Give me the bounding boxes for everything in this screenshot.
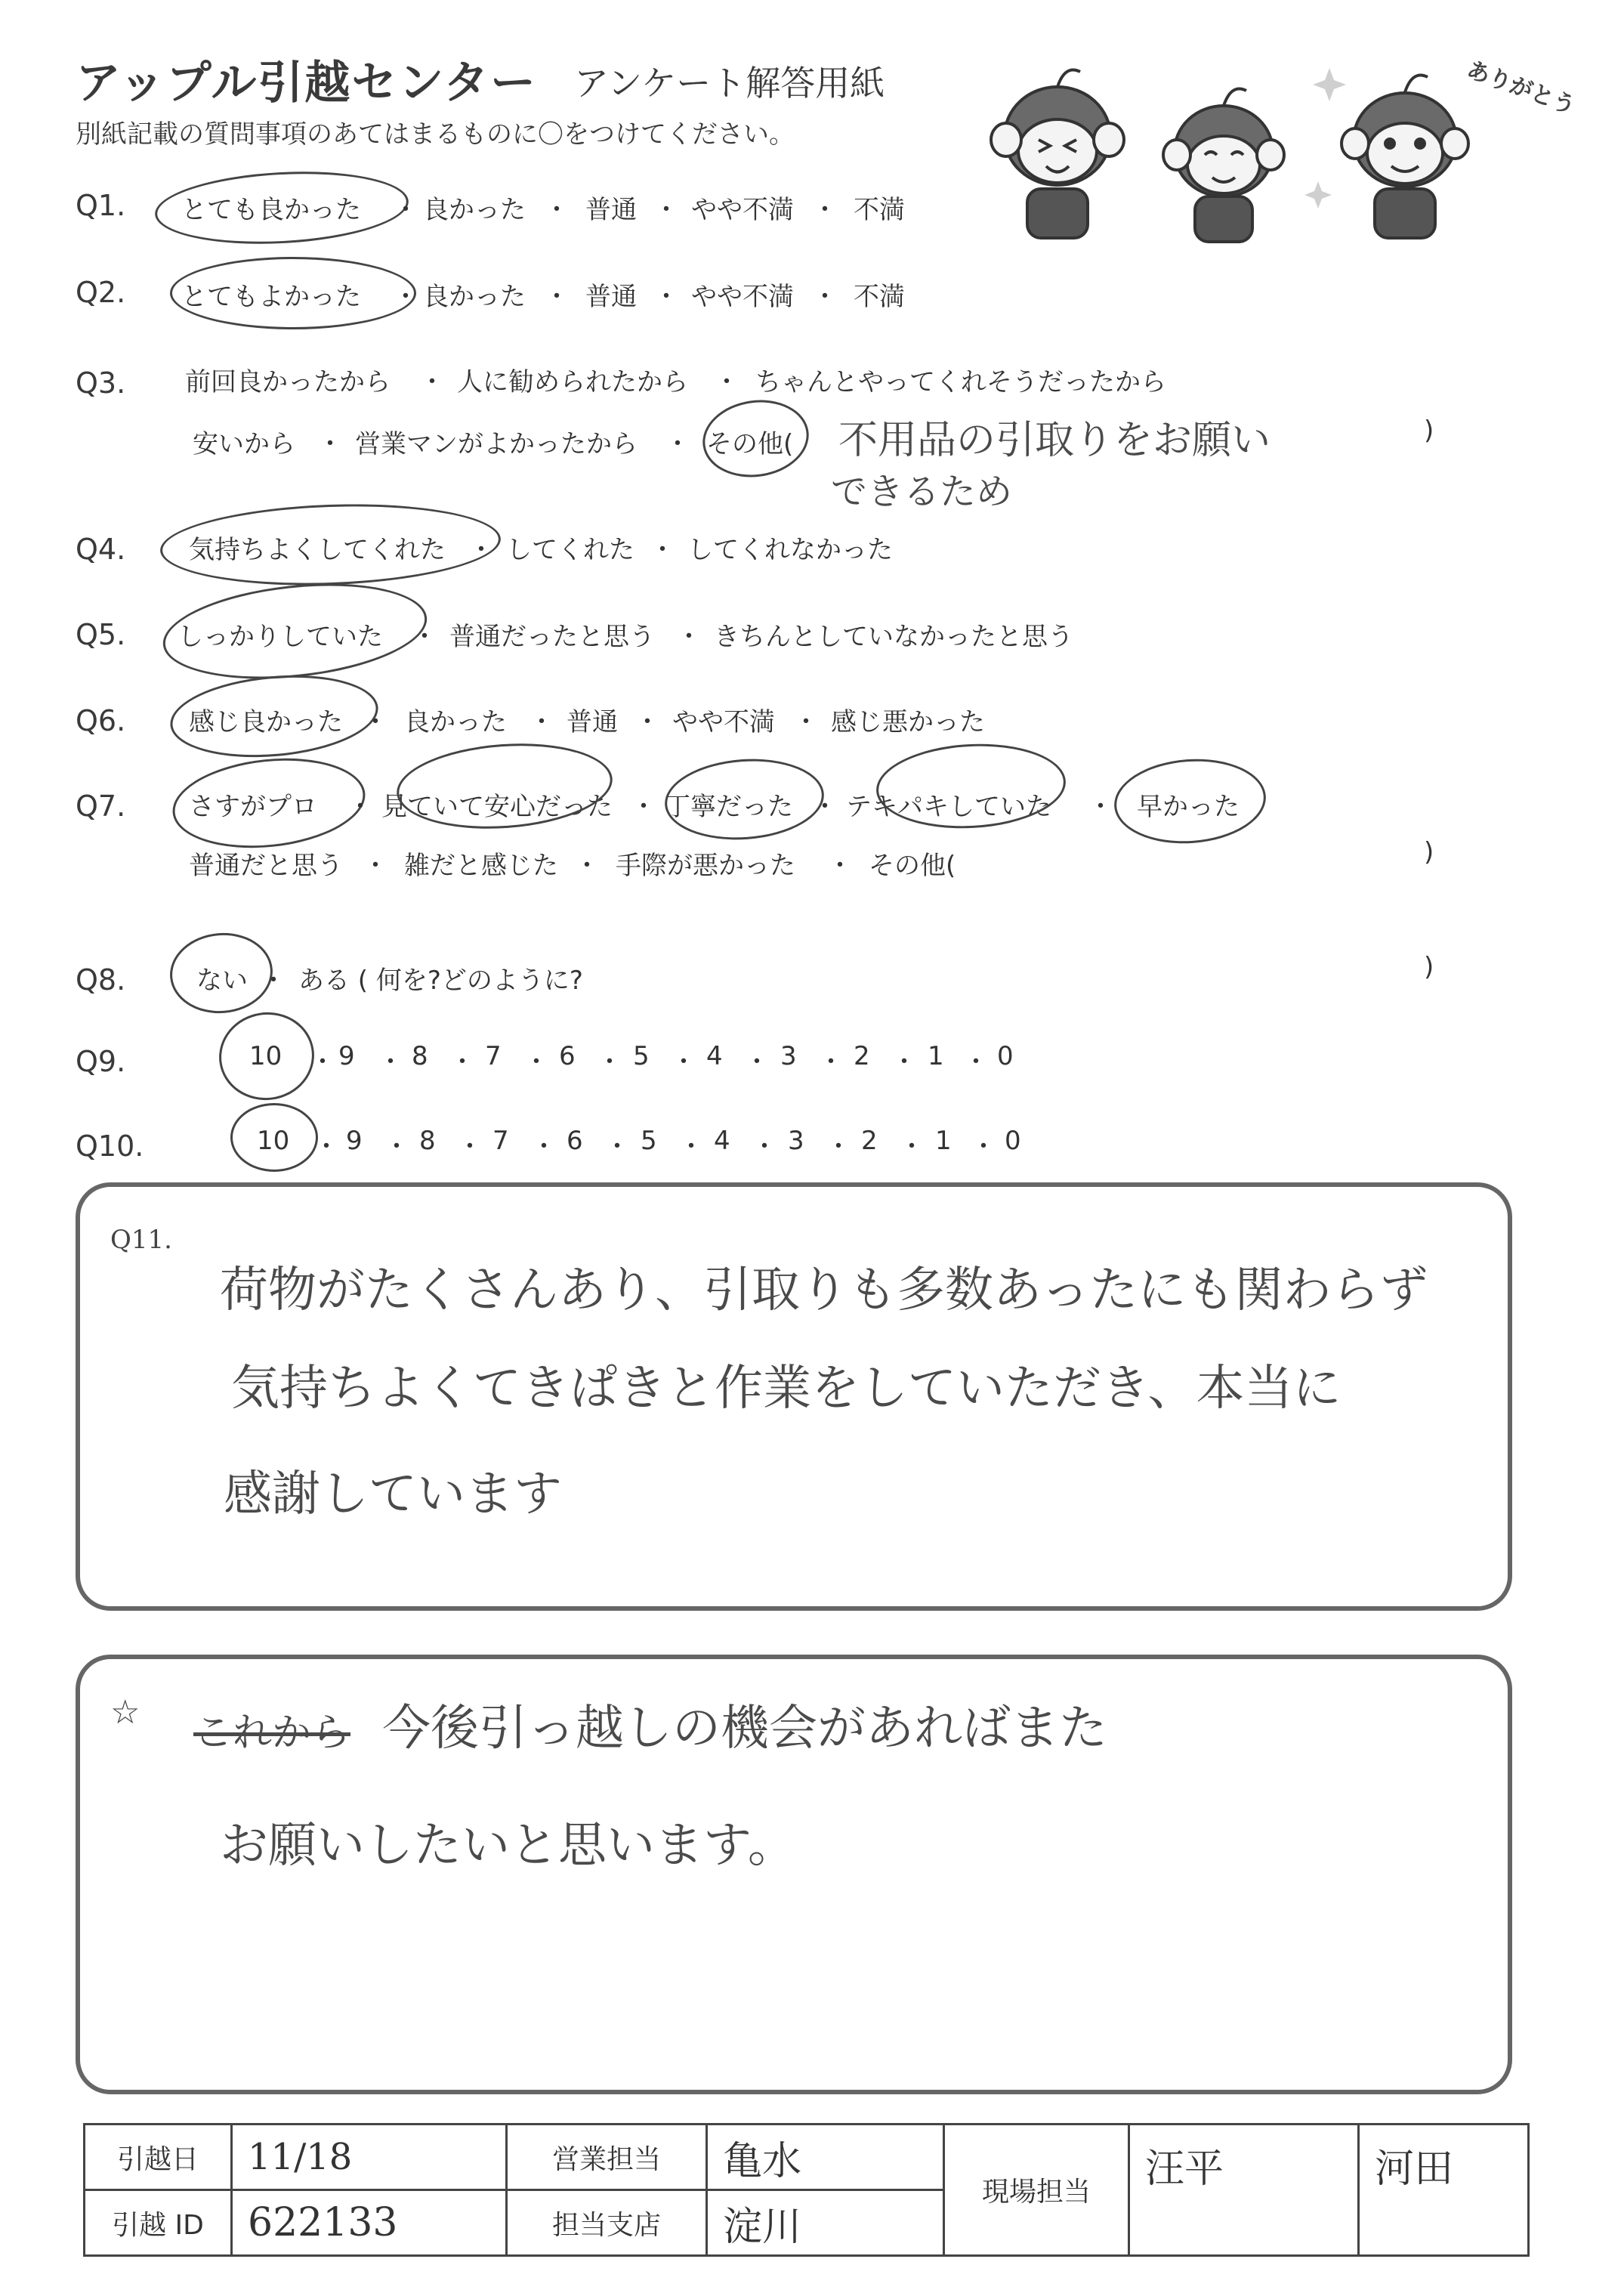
star-icon: ☆ xyxy=(110,1693,140,1732)
q3-option-5[interactable]: 営業マンがよかったから xyxy=(355,429,638,459)
site-staff-2: 河田 xyxy=(1359,2125,1529,2256)
q6-option-1[interactable]: 感じ良かった xyxy=(189,707,343,737)
q3-option-1[interactable]: 前回良かったから xyxy=(185,367,391,397)
q9-scale-2[interactable]: 2 xyxy=(854,1041,870,1071)
q5-option-2[interactable]: 普通だったと思う xyxy=(449,622,655,652)
q7-option-2[interactable]: 見ていて安心だった xyxy=(381,792,613,822)
q8-option-2[interactable]: ある ( 何を?どのように? xyxy=(298,966,583,996)
q7-close-paren: ) xyxy=(1424,837,1434,867)
q2-option-4[interactable]: やや不満 xyxy=(691,282,794,312)
q7-option-6[interactable]: 普通だと思う xyxy=(189,851,343,881)
q9-label: Q9. xyxy=(76,1045,126,1078)
sheet-subtitle: アンケート解答用紙 xyxy=(574,63,885,104)
q10-scale-1[interactable]: 1 xyxy=(935,1126,952,1156)
sales-label: 営業担当 xyxy=(507,2125,707,2190)
q1-label: Q1. xyxy=(76,189,126,222)
q3-label: Q3. xyxy=(76,366,126,400)
q6-option-2[interactable]: 良かった xyxy=(404,707,507,737)
move-date-label: 引越日 xyxy=(85,2125,232,2190)
q11-label: Q11. xyxy=(110,1225,172,1255)
q4-option-3[interactable]: してくれなかった xyxy=(687,535,893,565)
q2-option-2[interactable]: 良かった xyxy=(423,282,526,312)
q2-option-1[interactable]: とてもよかった xyxy=(181,282,361,312)
q8-label: Q8. xyxy=(76,963,126,997)
q1-option-5[interactable]: 不満 xyxy=(854,195,905,225)
mascot-thanks-text: ありがとう xyxy=(1463,56,1579,120)
q8-close-paren: ) xyxy=(1424,952,1434,982)
q11-comment-box xyxy=(76,1182,1512,1611)
q7-option-8[interactable]: 手際が悪かった xyxy=(616,851,795,881)
q4-option-2[interactable]: してくれた xyxy=(506,535,634,565)
q5-label: Q5. xyxy=(76,618,126,651)
q10-scale-5[interactable]: 5 xyxy=(641,1126,657,1156)
q10-scale-9[interactable]: 9 xyxy=(346,1126,363,1156)
q1-selection-circle xyxy=(153,165,410,249)
q3-option-4[interactable]: 安いから xyxy=(193,429,295,459)
q7-option-9[interactable]: その他( xyxy=(869,851,956,881)
q9-scale-9[interactable]: 9 xyxy=(338,1041,355,1071)
extra-line-2: お願いしたいと思います。 xyxy=(220,1818,796,1874)
q7-option-5[interactable]: 早かった xyxy=(1137,792,1240,822)
q3-close-paren: ) xyxy=(1424,416,1434,446)
q7-selection-circle-5 xyxy=(1111,754,1268,848)
q6-option-5[interactable]: 感じ悪かった xyxy=(831,707,985,737)
q3-selection-circle xyxy=(698,394,814,484)
extra-comment-box xyxy=(76,1655,1512,2094)
q7-option-4[interactable]: テキパキしていた xyxy=(846,792,1051,822)
q1-option-2[interactable]: 良かった xyxy=(423,195,526,225)
q6-label: Q6. xyxy=(76,704,126,737)
q2-option-5[interactable]: 不満 xyxy=(854,282,905,312)
q10-scale-2[interactable]: 2 xyxy=(861,1126,878,1156)
q9-scale-7[interactable]: 7 xyxy=(485,1041,502,1071)
q9-scale-5[interactable]: 5 xyxy=(633,1041,650,1071)
q7-option-1[interactable]: さすがプロ xyxy=(189,792,317,822)
q10-scale-10[interactable]: 10 xyxy=(257,1126,290,1156)
q3-other-answer-line-1: 不用品の引取りをお願い xyxy=(838,418,1271,463)
q3-other-answer-line-2: できるため xyxy=(831,471,1013,513)
q1-option-3[interactable]: 普通 xyxy=(585,195,637,225)
branch-value: 淀川 xyxy=(707,2190,944,2256)
extra-line-1: 今後引っ越しの機会があればまた xyxy=(382,1701,1107,1757)
sales-value: 亀水 xyxy=(707,2125,944,2190)
q10-scale-0[interactable]: 0 xyxy=(1005,1126,1021,1156)
q7-option-3[interactable]: 丁寧だった xyxy=(665,792,793,822)
q10-label: Q10. xyxy=(76,1130,144,1163)
q9-scale-3[interactable]: 3 xyxy=(780,1041,797,1071)
move-id-label: 引越 ID xyxy=(85,2190,232,2256)
q7-selection-circle-1 xyxy=(168,749,370,857)
q8-selection-circle xyxy=(167,929,276,1017)
q5-option-3[interactable]: きちんとしていなかったと思う xyxy=(714,622,1073,652)
q7-option-7[interactable]: 雑だと感じた xyxy=(404,851,558,881)
q3-option-6[interactable]: その他( xyxy=(706,429,794,459)
q3-option-2[interactable]: 人に勧められたから xyxy=(457,367,688,397)
q9-scale-8[interactable]: 8 xyxy=(412,1041,428,1071)
q6-option-3[interactable]: 普通 xyxy=(567,707,618,737)
q5-option-1[interactable]: しっかりしていた xyxy=(178,622,383,652)
q10-scale-8[interactable]: 8 xyxy=(419,1126,436,1156)
move-date-value: 11/18 xyxy=(232,2125,507,2190)
q2-selection-circle xyxy=(170,257,416,329)
q7-label: Q7. xyxy=(76,790,126,823)
move-id-value: 622133 xyxy=(232,2190,507,2256)
mascot-illustration xyxy=(974,45,1579,249)
q9-scale-0[interactable]: 0 xyxy=(997,1041,1014,1071)
q11-line-3: 感謝しています xyxy=(224,1466,562,1522)
q11-line-1: 荷物がたくさんあり、引取りも多数あったにも関わらず xyxy=(220,1262,1428,1318)
q11-line-2: 気持ちよくてきぱきと作業をしていただき、本当に xyxy=(231,1361,1341,1417)
q10-scale-7[interactable]: 7 xyxy=(492,1126,509,1156)
q10-scale-4[interactable]: 4 xyxy=(714,1126,730,1156)
site-staff-label: 現場担当 xyxy=(944,2125,1129,2256)
q10-scale-3[interactable]: 3 xyxy=(788,1126,804,1156)
q5-selection-circle xyxy=(159,572,432,691)
q1-option-4[interactable]: やや不満 xyxy=(691,195,794,225)
q4-option-1[interactable]: 気持ちよくしてくれた xyxy=(189,535,446,565)
q4-label: Q4. xyxy=(76,533,126,566)
move-info-table xyxy=(83,2123,1530,2257)
q4-selection-circle xyxy=(159,499,502,591)
q2-option-3[interactable]: 普通 xyxy=(585,282,637,312)
extra-struck-text: これから xyxy=(193,1710,351,1756)
q2-label: Q2. xyxy=(76,276,126,309)
q9-selection-circle xyxy=(214,1006,320,1106)
q9-scale-6[interactable]: 6 xyxy=(559,1041,576,1071)
sheet-title: アップル引越センター xyxy=(76,57,537,110)
q6-selection-circle xyxy=(167,667,381,765)
q10-selection-circle xyxy=(230,1103,318,1172)
q1-option-1[interactable]: とても良かった xyxy=(181,195,361,225)
q6-option-4[interactable]: やや不満 xyxy=(672,707,775,737)
q10-scale-6[interactable]: 6 xyxy=(567,1126,583,1156)
q9-scale-10[interactable]: 10 xyxy=(249,1041,283,1071)
q9-scale-4[interactable]: 4 xyxy=(706,1041,723,1071)
q7-selection-circle-3 xyxy=(662,754,827,845)
branch-label: 担当支店 xyxy=(507,2190,707,2256)
q8-option-1[interactable]: ない xyxy=(196,966,248,996)
site-staff-1: 汪平 xyxy=(1129,2125,1359,2256)
q3-option-3[interactable]: ちゃんとやってくれそうだったから xyxy=(755,367,1166,397)
q9-scale-1[interactable]: 1 xyxy=(928,1041,944,1071)
instruction-text: 別紙記載の質問事項のあてはまるものに〇をつけてください。 xyxy=(76,119,795,150)
